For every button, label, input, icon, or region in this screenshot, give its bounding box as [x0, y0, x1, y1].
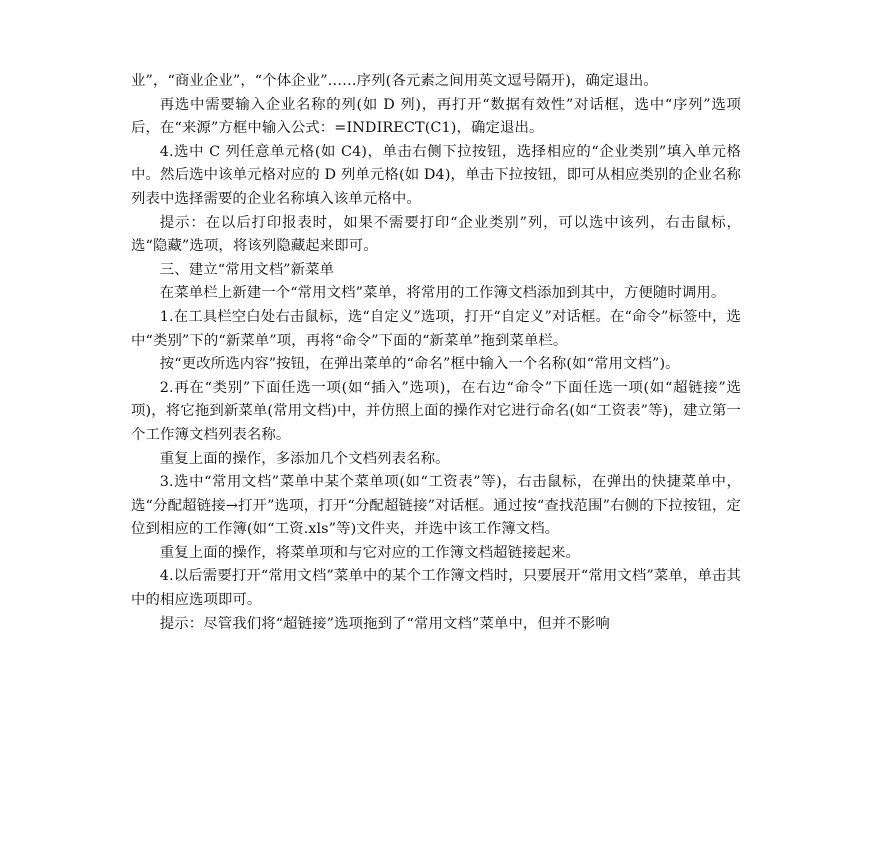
paragraph-continuation: 业”，“商业企业”，“个体企业”……序列(各元素之间用英文逗号隔开)，确定退出。: [131, 73, 658, 89]
paragraph-repeat-link: 重复上面的操作，将菜单项和与它对应的工作簿文档超链接起来。: [159, 544, 581, 561]
paragraph-tip-hyperlink: 提示：尽管我们将“超链接”选项拖到了“常用文档”菜单中，但并不影响: [159, 615, 610, 632]
paragraph-step-2-hyperlink: 2.再在“类别”下面任选一项(如“插入”选项)，在右边“命令”下面任选一项(如“超链接”选项)，将它拖到新菜单(常用文档)中，并仿照上面的操作对它进行命名(如“工资表”等)，建立第一个工作簿文档列表名称。: [131, 379, 741, 443]
document-page: [131, 70, 741, 636]
paragraph-new-menu-intro: 在菜单栏上新建一个“常用文档”菜单，将常用的工作簿文档添加到其中，方便随时调用。: [159, 285, 726, 302]
paragraph-step-4-open: 4.以后需要打开“常用文档”菜单中的某个工作簿文档时，只要展开“常用文档”菜单，单击其中的相应选项即可。: [131, 568, 741, 609]
paragraph-step-4-select-cell: 4.选中 C 列任意单元格(如 C4)，单击右侧下拉按钮，选择相应的“企业类别”填入单元格中。然后选中该单元格对应的 D 列单元格(如 D4)，单击下拉按钮，即可从相应类别的企业名称列表中选择需要的企业名称填入该单元格中。: [131, 143, 741, 207]
paragraph-step-3-assign-hyperlink: 3.选中“常用文档”菜单中某个菜单项(如“工资表”等)，右击鼠标，在弹出的快捷菜单中，选“分配超链接→打开”选项，打开“分配超链接”对话框。通过按“查找范围”右侧的下拉按钮，定位到相应的工作簿(如“工资.xls”等)文件夹，并选中该工作簿文档。: [131, 474, 741, 538]
section-heading-3: 三、建立“常用文档”新菜单: [159, 261, 335, 278]
paragraph-rename-menu: 按“更改所选内容”按钮，在弹出菜单的“命名”框中输入一个名称(如“常用文档”)。: [159, 356, 680, 373]
paragraph-step-1-customize: 1.在工具栏空白处右击鼠标，选“自定义”选项，打开“自定义”对话框。在“命令”标签中，选中“类别”下的“新菜单”项，再将“命令”下面的“新菜单”拖到菜单栏。: [131, 308, 741, 349]
paragraph-repeat-add: 重复上面的操作，多添加几个文档列表名称。: [159, 450, 450, 467]
paragraph-select-company-column: 再选中需要输入企业名称的列(如 D 列)，再打开“数据有效性”对话框，选中“序列”选项后，在“来源”方框中输入公式：=INDIRECT(C1)，确定退出。: [131, 96, 741, 137]
paragraph-tip-hide-column: 提示：在以后打印报表时，如果不需要打印“企业类别”列，可以选中该列，右击鼠标，选“隐藏”选项，将该列隐藏起来即可。: [131, 214, 741, 255]
